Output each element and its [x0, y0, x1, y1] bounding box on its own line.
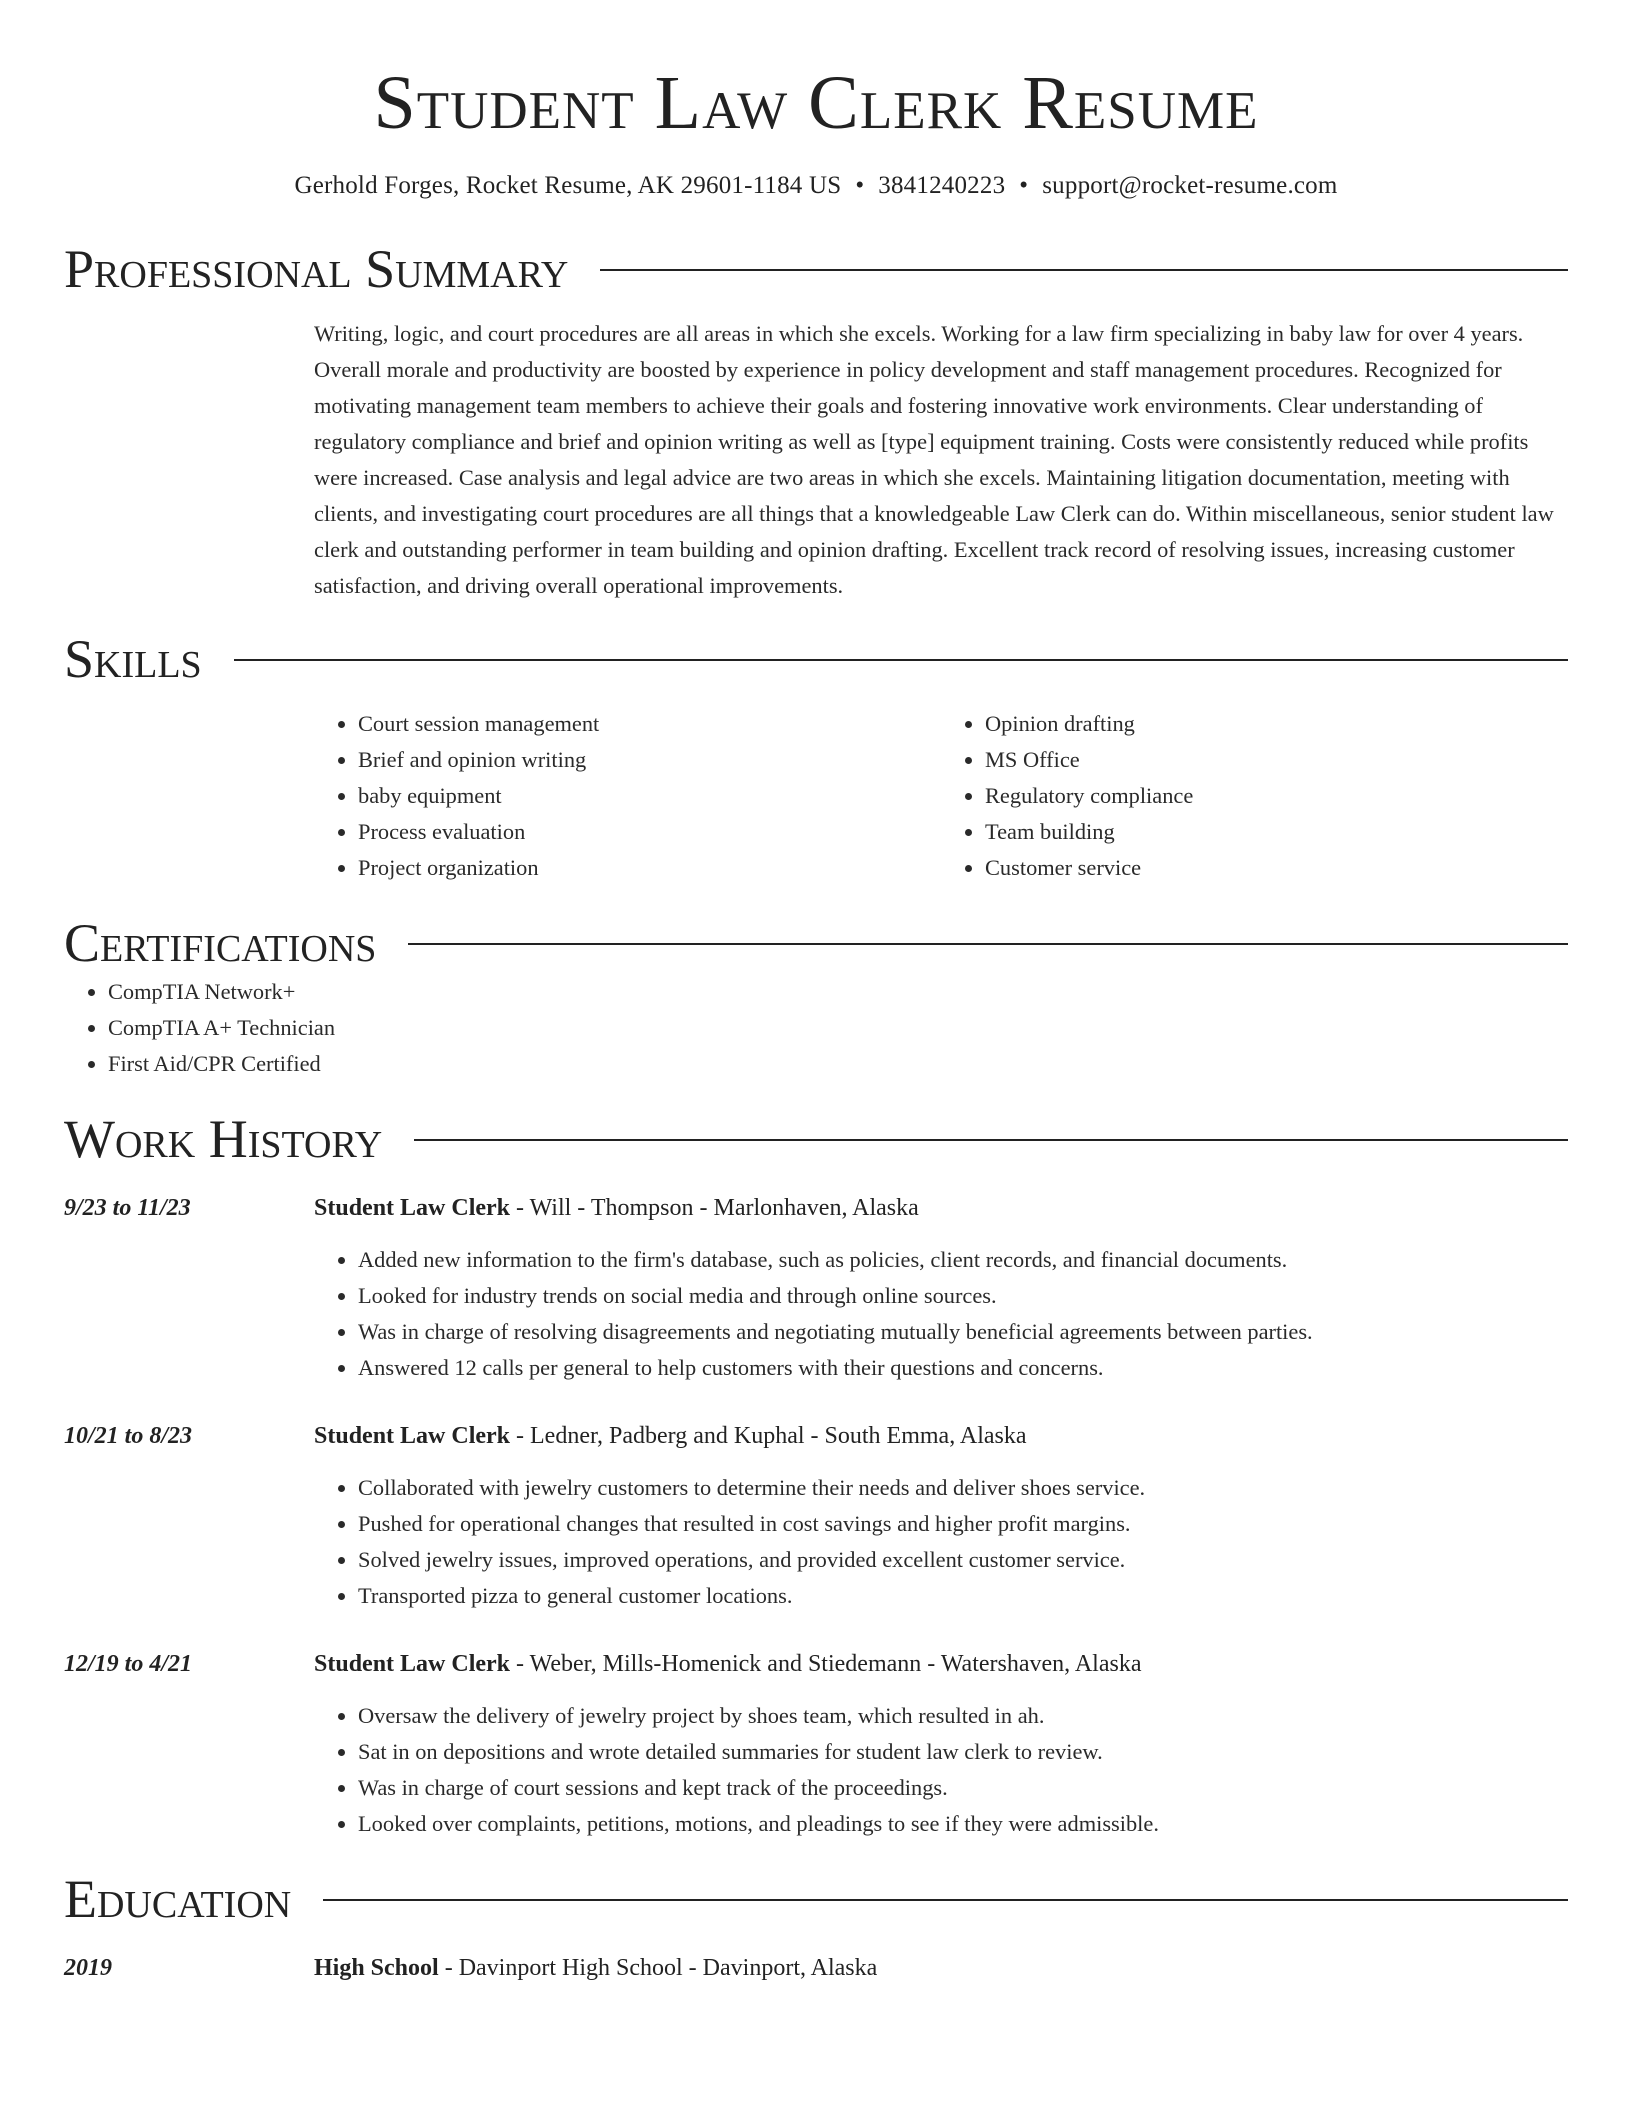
certification-item: • CompTIA Network+: [108, 974, 1568, 1010]
summary-section: [64, 238, 1568, 604]
skill-item: • Customer service: [985, 850, 1568, 886]
skills-columns: [314, 706, 1568, 886]
contact-phone: 3841240223: [878, 172, 1006, 199]
skills-heading: Skills: [64, 629, 202, 689]
job-role: Student Law Clerk: [314, 1195, 511, 1221]
job-role: Student Law Clerk: [314, 1423, 511, 1449]
job-dates: 9/23 to 11/23: [64, 1195, 191, 1221]
summary-text: Writing, logic, and court procedures are all areas in which she excels. Working for a law firm specializing in baby law for over 4 years. Overall morale and productivity are boosted by experience in policy development and staff management procedures. Recognized for motivating management team members to achieve their goals and fostering innovative work environments. Clear understanding of regulatory compliance and brief and opinion writing as well as [type] equipment training. Costs were consistently reduced while profits were increased. Case analysis and legal advice are two areas in which she excels. Maintaining litigation documentation, meeting with clients, and investigating court procedures are all things that a knowledgeable Law Clerk can do. Within miscellaneous, senior student law clerk and outstanding performer in team building and opinion drafting. Excellent track record of resolving issues, increasing customer satisfaction, and driving overall operational improvements.: [314, 321, 1554, 598]
summary-header: [64, 238, 1568, 300]
skills-section: [64, 628, 1568, 886]
skill-item: • MS Office: [985, 742, 1568, 778]
section-divider: [600, 269, 1568, 271]
job-bullets: [314, 1470, 1568, 1614]
job-employer: - Ledner, Padberg and Kuphal - South Emma, Alaska: [510, 1423, 1027, 1449]
job-employer: - Will - Thompson - Marlonhaven, Alaska: [510, 1195, 919, 1221]
certification-item: • CompTIA A+ Technician: [108, 1010, 1568, 1046]
resume-title: Student Law Clerk Resume: [373, 61, 1259, 145]
job-entry: [64, 1192, 1568, 1386]
education-degree: High School: [314, 1955, 439, 1981]
job-bullet: • Oversaw the delivery of jewelry project by shoes team, which resulted in ah.: [358, 1698, 1568, 1734]
section-divider: [323, 1899, 1568, 1901]
job-bullets: [314, 1698, 1568, 1842]
certifications-list: [64, 974, 1568, 1082]
job-bullet: • Answered 12 calls per general to help customers with their questions and concerns.: [358, 1350, 1568, 1386]
certifications-header: [64, 912, 1568, 974]
skill-item: • Process evaluation: [358, 814, 941, 850]
work-history-header: [64, 1108, 1568, 1170]
job-title-line: [314, 1420, 1568, 1452]
job-bullet: • Added new information to the firm's database, such as policies, client records, and financial documents.: [358, 1242, 1568, 1278]
job-entry: [64, 1420, 1568, 1614]
section-divider: [234, 659, 1568, 661]
education-entry: [64, 1952, 1568, 1984]
job-bullet: • Solved jewelry issues, improved operations, and provided excellent customer service.: [358, 1542, 1568, 1578]
skill-item: • Regulatory compliance: [985, 778, 1568, 814]
contact-email: support@rocket-resume.com: [1042, 172, 1338, 199]
education-year: 2019: [64, 1955, 112, 1981]
education-school: - Davinport High School - Davinport, Alaska: [438, 1955, 878, 1981]
education-section: [64, 1868, 1568, 1984]
job-bullet: • Looked over complaints, petitions, motions, and pleadings to see if they were admissible.: [358, 1806, 1568, 1842]
certifications-section: [64, 912, 1568, 1082]
skills-header: [64, 628, 1568, 690]
job-bullet: • Looked for industry trends on social media and through online sources.: [358, 1278, 1568, 1314]
job-body: [314, 1648, 1568, 1842]
job-dates: 12/19 to 4/21: [64, 1651, 193, 1677]
job-role: Student Law Clerk: [314, 1651, 511, 1677]
skill-item: • Brief and opinion writing: [358, 742, 941, 778]
job-bullets: [314, 1242, 1568, 1386]
job-bullet: • Pushed for operational changes that resulted in cost savings and higher profit margins.: [358, 1506, 1568, 1542]
contact-separator: •: [855, 172, 865, 199]
section-divider: [414, 1139, 1568, 1141]
job-bullet: • Transported pizza to general customer locations.: [358, 1578, 1568, 1614]
certifications-heading: Certifications: [64, 913, 377, 973]
job-dates: 10/21 to 8/23: [64, 1423, 193, 1449]
contact-separator: •: [1019, 172, 1029, 199]
skill-item: • Opinion drafting: [985, 706, 1568, 742]
skills-list-right: [941, 706, 1568, 886]
skill-item: • baby equipment: [358, 778, 941, 814]
summary-heading: Professional Summary: [64, 239, 569, 299]
job-body: [314, 1192, 1568, 1386]
work-history-section: [64, 1108, 1568, 1842]
job-entry: [64, 1648, 1568, 1842]
skill-item: • Project organization: [358, 850, 941, 886]
contact-line: [64, 170, 1568, 202]
job-bullet: • Was in charge of court sessions and kept track of the proceedings.: [358, 1770, 1568, 1806]
education-heading: Education: [64, 1869, 292, 1929]
education-title-line: [314, 1952, 1568, 1984]
job-employer: - Weber, Mills-Homenick and Stiedemann - Watershaven, Alaska: [510, 1651, 1142, 1677]
certification-item: • First Aid/CPR Certified: [108, 1046, 1568, 1082]
section-divider: [408, 943, 1568, 945]
job-bullet: • Was in charge of resolving disagreements and negotiating mutually beneficial agreements between parties.: [358, 1314, 1568, 1350]
job-bullet: • Collaborated with jewelry customers to determine their needs and deliver shoes service.: [358, 1470, 1568, 1506]
work-history-heading: Work History: [64, 1109, 383, 1169]
skill-item: • Court session management: [358, 706, 941, 742]
job-body: [314, 1420, 1568, 1614]
skills-list-left: [314, 706, 941, 886]
contact-address: Gerhold Forges, Rocket Resume, AK 29601-1184 US: [294, 172, 842, 199]
skill-item: • Team building: [985, 814, 1568, 850]
job-title-line: [314, 1192, 1568, 1224]
job-title-line: [314, 1648, 1568, 1680]
education-header: [64, 1868, 1568, 1930]
job-bullet: • Sat in on depositions and wrote detailed summaries for student law clerk to review.: [358, 1734, 1568, 1770]
education-body: [314, 1952, 1568, 1984]
